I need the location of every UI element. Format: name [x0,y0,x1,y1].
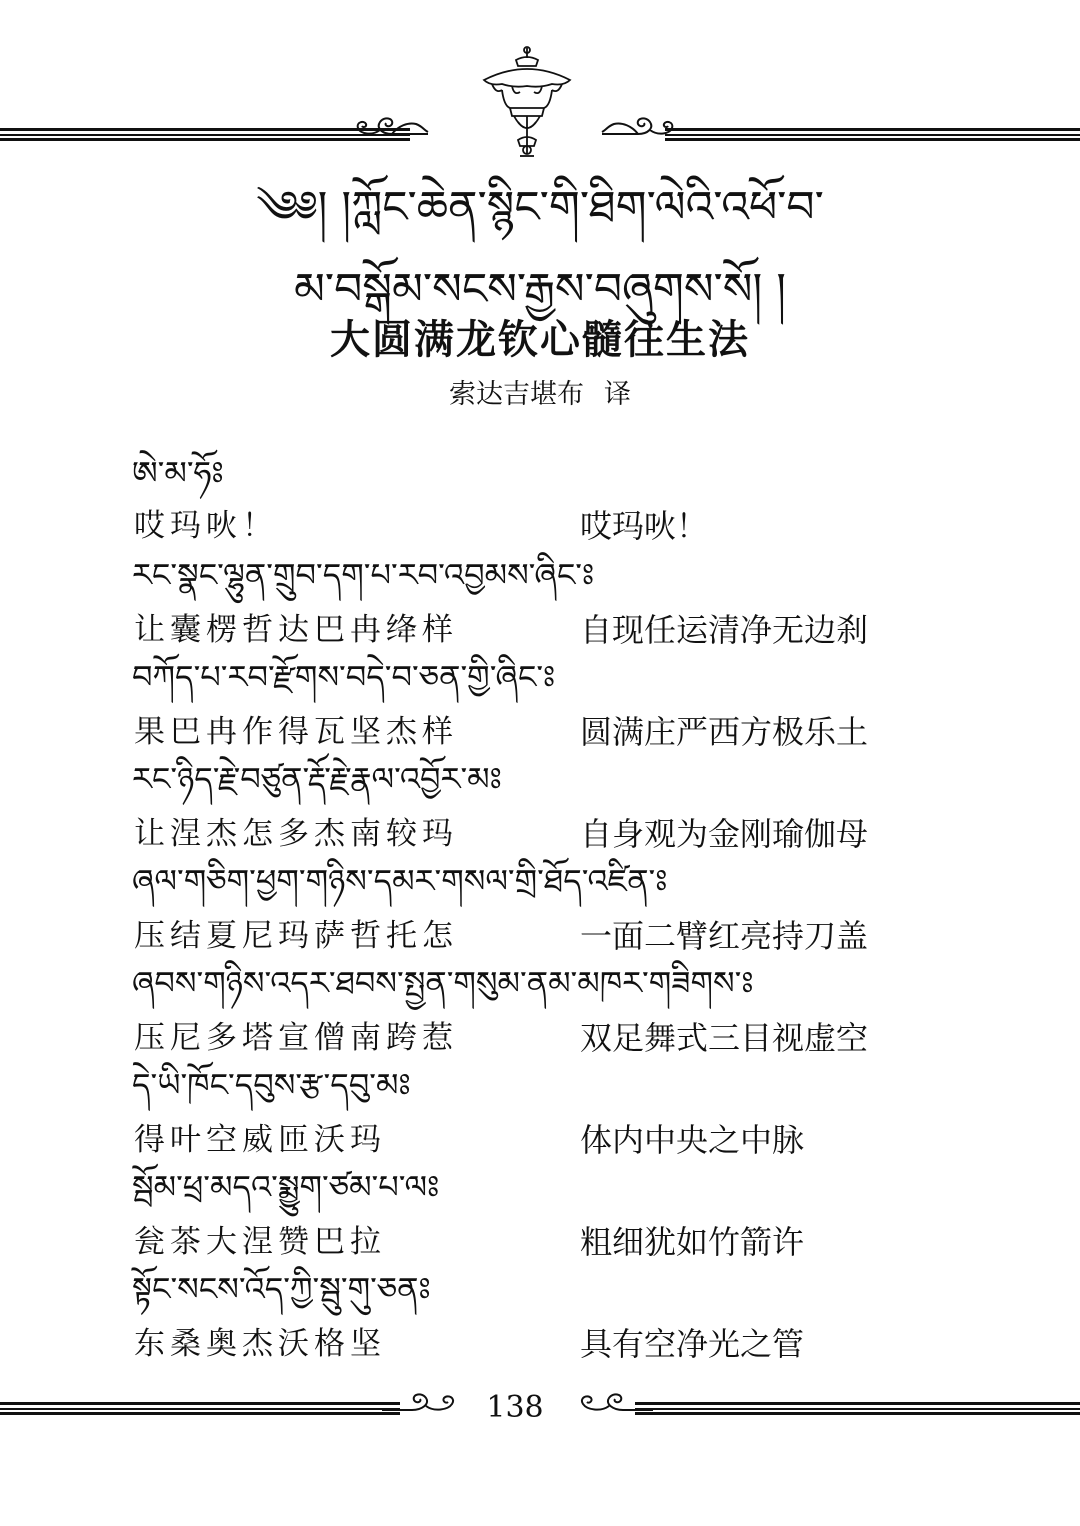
cloud-ornament-icon [600,110,678,140]
verse-translation: 自现任运清净无边刹 [580,611,869,649]
verse-transliteration: 让囊楞哲达巴冉绛样 [134,612,458,648]
chinese-title: 大圆满龙钦心髓往生法 [330,317,750,363]
verse-tibetan: བཀོད་པ་རབ་རྫོགས་བདེ་བ་ཅན་གྱི་ཞིང་ཿ [132,658,556,696]
verse-transliteration: 让涅杰怎多杰南较玛 [134,816,458,852]
verse-stanza [132,754,932,856]
verse-translation: 自身观为金刚瑜伽母 [580,815,869,853]
footer-rule-right [635,1402,1080,1416]
verse-translation: 一面二臂红亮持刀盖 [580,917,869,955]
verse-translation: 体内中央之中脉 [580,1121,805,1159]
tibetan-title-line-1: ༄༅། །ཀློང་ཆེན་སྙིང་གི་ཐིག་ལེའི་འཕོ་བ་ [256,182,824,233]
verse-tibetan: སྦོམ་ཕྲ་མདའ་སྨྱུག་ཙམ་པ་ལཿ [132,1168,440,1206]
header-rule-left [0,128,410,142]
verse-translation: 粗细犹如竹箭许 [580,1223,805,1261]
footer-rule-left [0,1402,400,1416]
verse-tibetan: ཞལ་གཅིག་ཕྱག་གཉིས་དམར་གསལ་གྲི་ཐོད་འཛིན་ཿ [132,862,668,900]
verse-transliteration: 哎玛吙！ [134,508,278,544]
verse-translation: 圆满庄严西方极乐土 [580,713,869,751]
verse-stanza [132,550,932,652]
verse-tibetan: རང་ཉིད་རྗེ་བཙུན་རྡོ་རྗེ་རྣལ་འབྱོར་མཿ [132,760,502,798]
verse-stanza [132,1264,932,1366]
verse-stanza [132,652,932,754]
verse-translation: 哎玛吙！ [580,507,709,545]
verse-stanza [132,1060,932,1162]
verse-stanza [132,448,932,550]
header-rule-right [665,128,1080,142]
verse-transliteration: 瓮茶大涅赞巴拉 [134,1224,386,1260]
verse-translation: 具有空净光之管 [580,1325,805,1363]
verse-tibetan: ཨེ་མ་ཧོཿ [132,454,224,492]
cloud-ornament-icon [352,110,430,140]
verse-transliteration: 东桑奥杰沃格坚 [134,1326,386,1362]
verse-tibetan: དེ་ཡི་ཁོང་དབུས་རྩ་དབུ་མཿ [132,1066,411,1104]
translator-credit [0,372,1080,411]
verse-tibetan: ཞབས་གཉིས་འདར་ཐབས་སྤྱན་གསུམ་ནམ་མཁར་གཟིགས་ཿ [132,964,754,1002]
verse-tibetan: སྟོང་སངས་འོད་ཀྱི་སྦུ་གུ་ཅནཿ [132,1270,431,1308]
verse-transliteration: 压尼多塔宣僧南跨惹 [134,1020,458,1056]
verse-tibetan: རང་སྣང་ལྷུན་གྲུབ་དག་པ་རབ་འབྱམས་ཞིང་ཿ [132,556,595,594]
verse-stanza [132,1162,932,1264]
cloud-ornament-icon [380,1388,460,1418]
page-number: 138 [486,1390,544,1425]
parasol-emblem-icon [472,44,582,162]
verse-list [132,448,932,1366]
translator-role: 译 [604,379,631,410]
verse-transliteration: 果巴冉作得瓦坚杰样 [134,714,458,750]
verse-translation: 双足舞式三目视虚空 [580,1019,869,1057]
verse-transliteration: 压结夏尼玛萨哲托怎 [134,918,458,954]
tibetan-title-line-2: མ་བསྒོམ་སངས་རྒྱས་བཞུགས་སོ། ། [293,264,787,315]
verse-transliteration: 得叶空威匝沃玛 [134,1122,386,1158]
verse-stanza [132,958,932,1060]
translator-name: 索达吉堪布 [449,379,584,410]
cloud-ornament-icon [575,1388,655,1418]
verse-stanza [132,856,932,958]
